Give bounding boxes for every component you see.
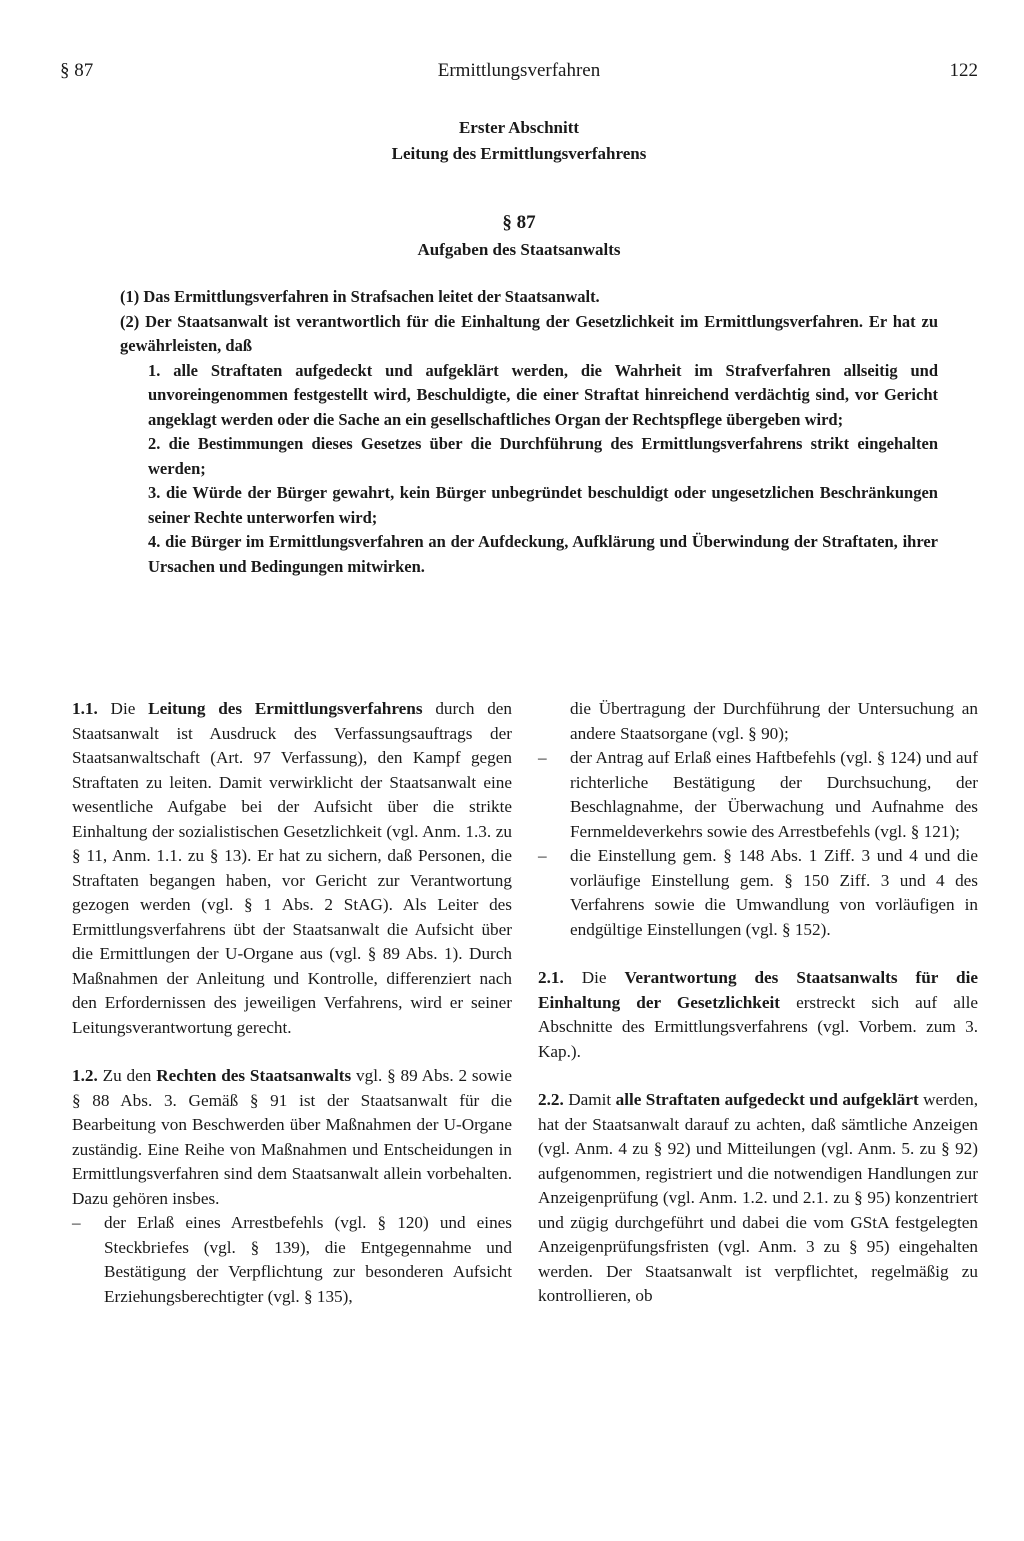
list-item: – der Antrag auf Erlaß eines Haftbefehls (vgl. § 124) und auf richterliche Bestätigung der Durchsuchung, der Beschlagnahme, der Überwachung und Aufnahme des Fernmeldeverkehrs sowie des Arrestbefehls (vgl. § 121);	[538, 748, 978, 841]
page-number: 122	[949, 60, 978, 81]
dash-bullet: –	[538, 748, 547, 767]
note-1-1: 1.1. Die Leitung des Ermittlungsverfahrens durch den Staatsanwalt ist Ausdruck des Verfassungsauftrags der Staatsanwaltschaft (Art. 97 Verfassung), den Kampf gegen Straftaten zu leiten. Damit verwirklicht der Staatsanwalt eine wesentliche Aufgabe bei der Aufsicht über die strikte Einhaltung der sozialistischen Gesetzlichkeit (vgl. Anm. 1.3. zu § 11, Anm. 1.1. zu § 13). Er hat zu sichern, daß Personen, die Straftaten begangen haben, vor Gericht zur Verantwortung gezogen werden (vgl. § 1 Abs. 2 StAG). Als Leiter des Ermittlungsverfahrens übt der Staatsanwalt die Aufsicht über die Ermittlungen der U-Organe aus (vgl. § 89 Abs. 1). Durch Maßnahmen der Anleitung und Kontrolle, differenziert nach den Erfordernissen des jeweiligen Verfahrens, wird er seiner Leitungsverantwortung gerecht.	[72, 699, 513, 1037]
dash-bullet: –	[538, 846, 547, 865]
header-section-ref: § 87	[60, 60, 94, 81]
law-item-4: 4. die Bürger im Ermittlungsverfahren an der Aufdeckung, Aufklärung und Überwindung der Straftaten, ihrer Ursachen und Bedingungen mitwirken.	[148, 532, 938, 576]
note-number: 1.2.	[72, 1066, 98, 1085]
commentary-column-right	[538, 697, 978, 1309]
section-heading-line-2: Leitung des Ermittlungsverfahrens	[391, 144, 647, 163]
note-2-2: 2.2. Damit alle Straftaten aufgedeckt und aufgeklärt werden, hat der Staatsanwalt darauf zu achten, daß sämtliche Anzeigen (vgl. Anm. 4 zu § 92) und Mitteilungen (vgl. Anm. 5. zu § 92) aufgenommen, registriert und die notwendigen Handlungen zur Anzeigenprüfung (vgl. Anm. 1.2. und 2.1. zu § 95) konzentriert und zügig durchgeführt und dabei die vom GStA festgelegten Anzeigenprüfungsfristen (vgl. Anm. 3 zu § 95) eingehalten werden. Der Staatsanwalt ist verpflichtet, regelmäßig zu kontrollieren, ob	[538, 1090, 979, 1305]
law-item-3: 3. die Würde der Bürger gewahrt, kein Bürger unbegründet beschuldigt oder ungesetzlichen Beschränkungen seiner Rechte unterworfen wird;	[148, 483, 938, 527]
paragraph-title: Aufgaben des Staatsanwalts	[417, 240, 621, 259]
running-header	[60, 60, 978, 86]
list-item: – der Erlaß eines Arrestbefehls (vgl. § 120) und eines Steckbriefes (vgl. § 139), die Entgegennahme und Bestätigung der Verpflichtung zur besonderen Aufsicht Erziehungsberechtigter (vgl. § 135),	[72, 1213, 512, 1306]
commentary-column-left	[72, 697, 512, 1309]
note-2-1: 2.1. Die Verantwortung des Staatsanwalts für die Einhaltung der Gesetzlichkeit erstreckt sich auf alle Abschnitte des Ermittlungsverfahrens (vgl. Vorbem. zum 3. Kap.).	[538, 968, 979, 1061]
note-number: 2.1.	[538, 968, 564, 987]
section-heading-line-1: Erster Abschnitt	[458, 118, 580, 137]
dash-bullet: –	[72, 1213, 81, 1232]
note-1-2: 1.2. Zu den Rechten des Staatsanwalts vgl. § 89 Abs. 2 sowie § 88 Abs. 3. Gemäß § 91 ist der Staatsanwalt für die Bearbeitung von Beschwerden über Maßnahmen der U-Organe zuständig. Eine Reihe von Maßnahmen und Entscheidungen in Ermittlungsverfahren sind dem Staatsanwalt allein vorbehalten. Dazu gehören insbes.	[72, 1066, 513, 1208]
list-item: – die Einstellung gem. § 148 Abs. 1 Ziff. 3 und 4 und die vorläufige Einstellung gem. § 150 Ziff. 3 und 4 des Verfahrens sowie die Umwandlung von vorläufigen in endgültige Einstellungen (vgl. § 152).	[538, 846, 978, 939]
law-text	[120, 285, 938, 579]
note-emphasis: alle Straftaten aufgedeckt und aufgeklärt	[615, 1090, 919, 1109]
note-number: 2.2.	[538, 1090, 564, 1109]
note-number: 1.1.	[72, 699, 98, 718]
note-emphasis: Leitung des Ermittlungsverfahrens	[148, 699, 423, 718]
paragraph-heading	[60, 209, 978, 263]
law-item-1: 1. alle Straftaten aufgedeckt und aufgeklärt werden, die Wahrheit im Strafverfahren allseitig und unvoreingenommen festgestellt wird, Beschuldigte, die einer Straftat hinreichend verdächtig sind, vor Gericht angeklagt werden oder die Sache an ein gesellschaftliches Organ der Rechtspflege übergeben wird;	[148, 360, 938, 429]
header-chapter-title: Ermittlungsverfahren	[437, 60, 601, 81]
law-item-2: 2. die Bestimmungen dieses Gesetzes über die Durchführung des Ermittlungsverfahrens strikt eingehalten werden;	[148, 434, 938, 478]
section-heading	[60, 115, 978, 167]
note-emphasis: Rechten des Staatsanwalts	[156, 1066, 352, 1085]
note-emphasis: Verantwortung des Staatsanwalts für die Einhaltung der Gesetzlichkeit	[538, 968, 979, 1012]
paragraph-number: § 87	[502, 212, 536, 233]
law-subsection-1: (1) Das Ermittlungsverfahren in Strafsachen leitet der Staatsanwalt.	[120, 287, 600, 306]
law-subsection-2: (2) Der Staatsanwalt ist verantwortlich für die Einhaltung der Gesetzlichkeit im Ermittlungsverfahren. Er hat zu gewährleisten, daß	[120, 311, 938, 355]
rights-list	[72, 1211, 512, 1309]
rights-list-continued	[538, 746, 978, 942]
list-item-continuation: die Übertragung der Durchführung der Untersuchung an andere Staatsorgane (vgl. § 90);	[570, 699, 978, 743]
